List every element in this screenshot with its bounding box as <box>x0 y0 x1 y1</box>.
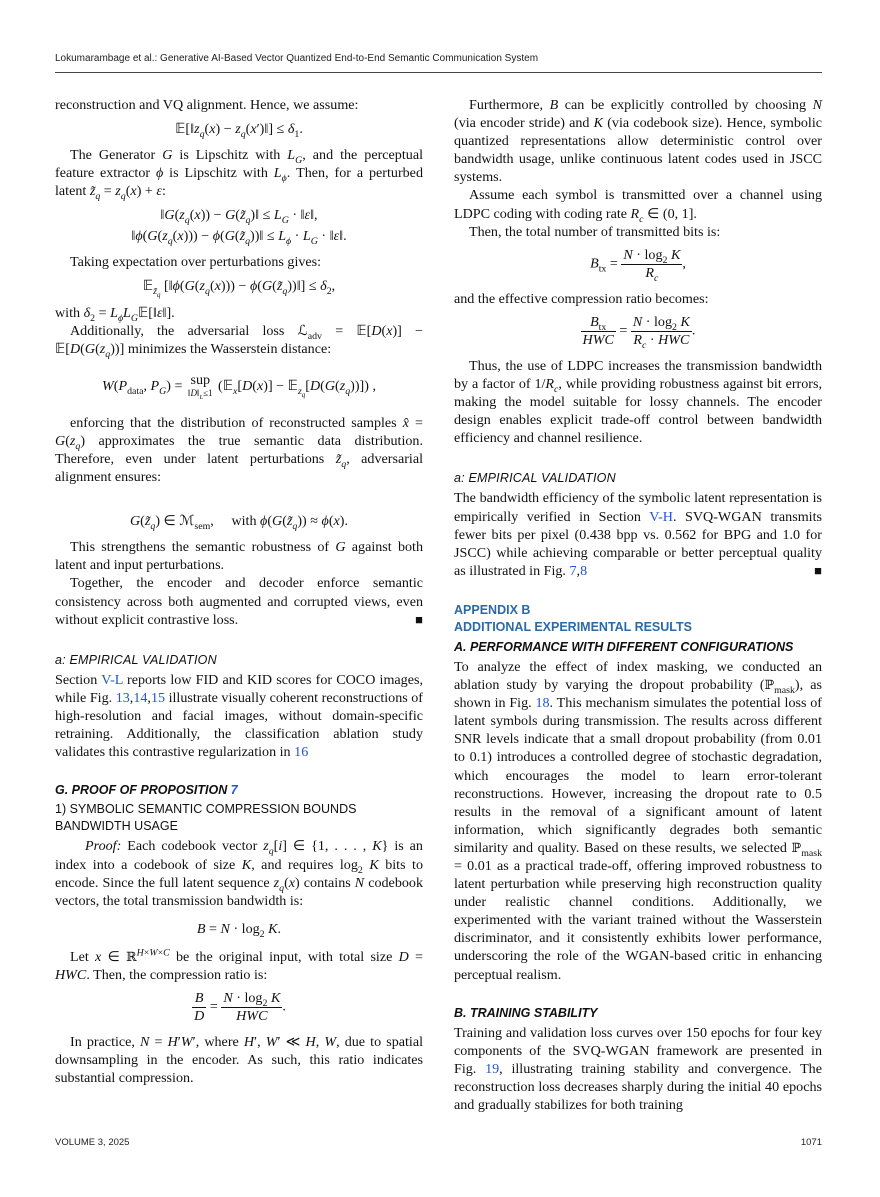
equation: $B_{tx}$ = $\frac{N \cdot \log_2 K}{R_c}$ , <box>590 246 686 284</box>
paragraph: Proof: Each codebook vector $z_q[i]$ ∈ {1, . . . , K} is an index into a codebook of size K, and requires $\log_2 K$ bits to encode. Since the full latent sequence $z_q(x)$ contains N codebook vectors, the total transmission bandwidth is: <box>55 838 424 909</box>
section-heading: a: EMPIRICAL VALIDATION <box>55 652 217 667</box>
section-heading: B. TRAINING STABILITY <box>454 1005 598 1020</box>
left-column <box>55 96 423 1087</box>
figure-link[interactable]: 16 <box>294 744 309 761</box>
equation: $‖\phi(G(z_q(x)))$ − $\phi(G(z̃_q))‖ \le L_\phi \cdot L_G$ · ‖ε‖. <box>131 227 347 247</box>
section-heading: G. PROOF OF PROPOSITION 7 <box>55 783 238 798</box>
right-column <box>454 96 822 1114</box>
figure-link[interactable]: 7 <box>569 562 577 579</box>
paragraph: reconstruction and VQ alignment. Hence, we assume: <box>55 97 359 113</box>
paragraph: Assume each symbol is transmitted over a channel using LDPC coding with coding rate $R_c$ ∈ (0, 1]. <box>454 187 822 225</box>
running-title: Lokumarambage et al.: Generative AI-Based Vector Quantized End-to-End Semantic Communication System <box>55 53 539 64</box>
subsection-heading: 1) SYMBOLIC SEMANTIC COMPRESSION BOUNDS BANDWIDTH USAGE <box>55 802 357 834</box>
equation: $G(z̃_q)$ ∈ ℳ$_{sem}$, with $\phi(G(z̃_q)) \approx \phi(x)$. <box>129 513 349 532</box>
paragraph: The Generator G is Lipschitz with $L_G$, and the perceptual feature extractor ϕ is Lipschitz with $L_\phi$. Then, for a perturbed latent $z̃_q = z_q(x) + \varepsilon$: <box>55 147 423 203</box>
equation: $\frac{B}{D}$ = $\frac{N \cdot \log_2 K}{\text{HWC}}$ . <box>194 990 286 1025</box>
paragraph: To analyze the effect of index masking, we conducted an ablation study by varying the dropout probability (ℙ$_{mask}$), as shown in Fig. 18. This mechanism simulates the potential loss of latent symbols during transmission. The results across different SNR levels indicate that a small dropout probability (from 0.01 to 0.1) introduces a controlled degree of stochastic degradation, which encourages the model to learn error-tolerant reconstructions. However, increasing the dropout rate to 0.5 results in the removal of a significant amount of latent information, which significantly degrades both semantic similarity and quality. Based on these results, we selected ℙ$_{mask}$ = 0.01 as a practical trade-off, offering improved robustness to latent perturbation while preserving high reconstruction quality under realistic channel conditions. Additionally, we experimented with the variant trained without the Wasserstein discriminator, and it consistently exhibits lower performance, underscoring the role of the WGAN-based critic in enhancing perceptual realism. <box>454 658 823 983</box>
paragraph: Thus, the use of LDPC increases the transmission bandwidth by a factor of $1/R_c$, while providing robustness against bit errors, making the model suitable for lossy channels. The encoder design enables explicit trade-off control between bandwidth efficiency and channel resilience. <box>454 357 822 447</box>
equation: $𝔼[‖z_q(x)$ − $z_q(x')‖] \le \delta_1$. <box>175 121 303 140</box>
qed-mark: ■ <box>415 611 423 627</box>
equation: $\frac{B_{tx}}{\text{HWC}}$ = $\frac{N \cdot \log_2 K}{R_c \cdot HWC}$ . <box>582 313 696 351</box>
qed-mark: ■ <box>814 562 822 578</box>
figure-link[interactable]: 14 <box>133 689 148 706</box>
equation: $‖G(z_q(x))$ − $G(z̃_q)‖ \le L_G$ · ‖ε‖, <box>160 207 318 227</box>
figure-link[interactable]: 19 <box>485 1060 500 1077</box>
section-link[interactable]: V-L <box>101 671 123 688</box>
figure-link[interactable]: 15 <box>150 689 166 706</box>
paragraph: Section V-L reports low FID and KID scores for COCO images, while Fig. 13,14,15 illustrate visually coherent reconstructions of high-resolution and facial images, without domain-specific retraining. Additionally, the classification ablation study validates this contrastive regularization in 16 <box>55 671 424 761</box>
proposition-link[interactable]: 7 <box>230 783 238 798</box>
paragraph: Additionally, the adversarial loss ℒ$_{adv}$ = 𝔼[D(x)] − $𝔼[D(G(z_q))]$ minimizes the Wasserstein distance: <box>55 322 423 360</box>
paragraph: The bandwidth efficiency of the symbolic latent representation is empirically verified in Section V-H. SVQ-WGAN transmits fewer bits per pixel (0.438 bpp vs. 0.562 for BPG and 1.0 for JSCC) while achieving comparable or better perceptual quality as illustrated in Fig. 7,8 ■ <box>454 490 822 579</box>
appendix-title: ADDITIONAL EXPERIMENTAL RESULTS <box>454 619 692 634</box>
paragraph: This strengthens the semantic robustness of G against both latent and input perturbations. <box>55 539 423 574</box>
figure-link[interactable]: 13 <box>115 689 130 706</box>
equation: $B = N \cdot \log_2 K$. <box>196 920 282 940</box>
footer-page-number: 1071 <box>800 1137 822 1148</box>
paragraph: Taking expectation over perturbations gives: <box>70 253 322 270</box>
paragraph: enforcing that the distribution of reconstructed samples x̂ = $G(z_q)$ approximates the true semantic data distribution. Therefore, even under latent perturbations $z̃_q$, adversarial alignment ensures: <box>55 414 423 486</box>
paragraph: and the effective compression ratio becomes: <box>454 290 709 307</box>
equation: 𝔼$_{z̃_q}$ [$‖\phi(G(z_q(x)))$ − $\phi(G(z̃_q))‖] \le \delta_2$, <box>142 277 336 299</box>
figure-link[interactable]: 18 <box>535 695 550 712</box>
equation: $W(P_{data}$, $P_G$) = sup $‖D‖_L\le 1$ (𝔼$_x$[D(x)] − $𝔼_{z_q}[D(G(z_q))]$) , <box>102 371 376 401</box>
paragraph: In practice, N = H′W′, where H′, W′ ≪ H, W, due to spatial downsampling in the encoder. As such, this ratio indicates substantial compression. <box>55 1034 423 1087</box>
section-heading: a: EMPIRICAL VALIDATION <box>454 471 616 486</box>
paragraph: Furthermore, B can be explicitly controlled by choosing N (via encoder stride) and K (via codebook size). Hence, symbolic quantized representations allow deterministic control over bandwidth usage, unlike continuous latent codes used in JSCC systems. <box>454 97 822 186</box>
paragraph: Let x ∈ ℝ$^{H\times W\times C}$ be the original input, with total size D = HWC. Then, the compression ratio is: <box>55 947 423 983</box>
section-heading: A. PERFORMANCE WITH DIFFERENT CONFIGURATIONS <box>454 639 794 654</box>
section-link[interactable]: V-H <box>649 508 673 525</box>
figure-link[interactable]: 8 <box>580 562 588 579</box>
appendix-heading: APPENDIX B <box>454 602 531 617</box>
paragraph: Together, the encoder and decoder enforce semantic consistency across both augmented and corrupted views, even without explicit contrastive loss. ■ <box>55 575 423 628</box>
footer-volume: VOLUME 3, 2025 <box>55 1137 130 1148</box>
paragraph: Then, the total number of transmitted bits is: <box>469 223 721 240</box>
paragraph: with $\delta_2$ = $L_\phi L_G𝔼[‖\varepsilon‖]$. <box>55 304 175 324</box>
header-rule <box>55 72 822 73</box>
paragraph: Training and validation loss curves over 150 epochs for four key components of the SVQ-WGAN framework are presented in Fig. 19, illustrating training stability and convergence. The reconstruction loss decreases sharply during the initial 40 epochs and gradually stabilizes for both training <box>454 1024 822 1114</box>
